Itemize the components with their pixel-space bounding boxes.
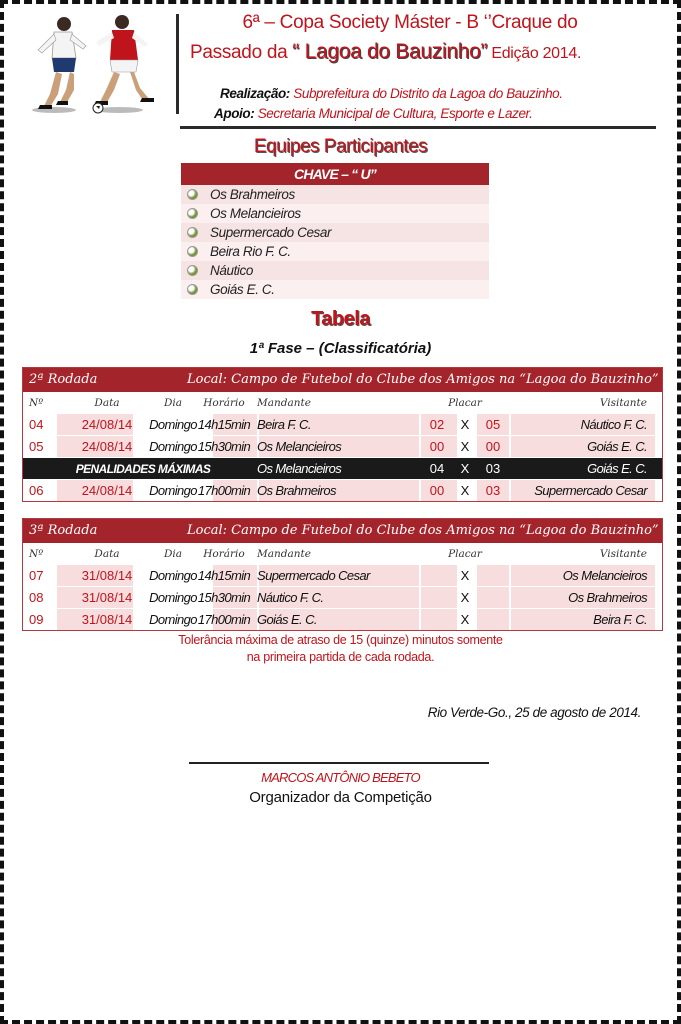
home-score <box>421 587 453 608</box>
team-row <box>181 223 489 242</box>
score-separator: X <box>460 483 470 498</box>
header-rule <box>180 126 656 129</box>
away-team: Beira F. C. <box>593 612 647 627</box>
away-score <box>477 587 509 608</box>
score-separator: X <box>460 568 470 583</box>
realizacao-value: Subprefeitura do Distrito da Lagoa do Bauzinho. <box>289 86 563 101</box>
soccer-ball-icon <box>187 227 198 238</box>
match-time: 14h15min <box>197 417 251 432</box>
match-time: 17h00min <box>197 483 251 498</box>
realizacao-line <box>220 86 563 101</box>
soccer-ball-icon <box>187 246 198 257</box>
home-score: 00 <box>429 439 445 454</box>
away-team: Goiás E. C. <box>587 439 647 454</box>
round-table-2 <box>22 367 663 502</box>
round-header <box>23 368 662 392</box>
match-number: 07 <box>29 568 44 583</box>
realizacao-label: Realização: <box>220 86 290 101</box>
team-row <box>181 280 489 299</box>
match-time: 17h00min <box>197 612 251 627</box>
match-date: 24/08/14 <box>81 439 133 454</box>
home-team: Náutico F. C. <box>257 590 324 605</box>
column-header-row <box>23 392 662 413</box>
column-header-visitante: Visitante <box>599 396 647 409</box>
match-time: 14h15min <box>197 568 251 583</box>
away-score: 05 <box>485 417 501 432</box>
match-row <box>23 479 662 501</box>
signature-name: MARCOS ANTÔNIO BEBETO <box>261 770 420 785</box>
column-header-placar: Placar <box>448 396 482 409</box>
column-header-mandante: Mandante <box>257 396 311 409</box>
title-line-1: 6ª – Copa Society Máster - B ‘’Craque do <box>242 12 578 33</box>
group-label: CHAVE – “ U” <box>181 163 489 185</box>
column-header-horario: Horário <box>203 396 245 409</box>
match-day: Domingo <box>149 483 197 498</box>
away-team: Os Melancieiros <box>562 568 647 583</box>
title-lagoa: “ Lagoa do Bauzinho” <box>292 40 488 63</box>
round-header <box>23 519 662 543</box>
team-name: Supermercado Cesar <box>210 225 332 240</box>
home-team: Os Melancieiros <box>257 461 342 476</box>
apoio-value: Secretaria Municipal de Cultura, Esporte e Lazer. <box>254 106 533 121</box>
penalty-row <box>23 457 662 479</box>
date-line: Rio Verde-Go., 25 de agosto de 2014. <box>427 705 641 720</box>
away-score <box>477 565 509 586</box>
home-score <box>421 565 453 586</box>
home-team: Beira F. C. <box>257 417 311 432</box>
match-number: 06 <box>29 483 44 498</box>
away-team: Náutico F. C. <box>580 417 647 432</box>
match-row <box>23 435 662 457</box>
match-row <box>23 564 662 586</box>
round-local: Local: Campo de Futebol do Clube dos Amigos na “Lagoa do Bauzinho” <box>187 523 659 538</box>
round-local: Local: Campo de Futebol do Clube dos Amigos na “Lagoa do Bauzinho” <box>187 372 659 387</box>
column-header-dia: Dia <box>163 547 183 560</box>
away-team: Goiás E. C. <box>587 461 647 476</box>
match-row <box>23 413 662 435</box>
team-name: Os Brahmeiros <box>210 187 295 202</box>
soccer-players-logo <box>14 10 164 114</box>
match-date: 31/08/14 <box>81 590 133 605</box>
apoio-line <box>214 106 533 121</box>
team-row <box>181 261 489 280</box>
column-header-dia: Dia <box>163 396 183 409</box>
score-separator: X <box>460 590 470 605</box>
soccer-ball-icon <box>187 265 198 276</box>
home-score: 02 <box>429 417 445 432</box>
team-name: Beira Rio F. C. <box>210 244 291 259</box>
match-day: Domingo <box>149 612 197 627</box>
header-divider <box>176 14 179 114</box>
home-score: 04 <box>429 461 445 476</box>
column-header-placar: Placar <box>448 547 482 560</box>
fase-title: 1ª Fase – (Classificatória) <box>249 340 432 357</box>
teams-section-title: Equipes Participantes <box>253 136 428 157</box>
team-name: Goiás E. C. <box>210 282 275 297</box>
round-table-3 <box>22 518 663 631</box>
match-number: 05 <box>29 439 44 454</box>
home-score: 00 <box>429 483 445 498</box>
away-team: Os Brahmeiros <box>568 590 647 605</box>
soccer-ball-icon <box>187 284 198 295</box>
teams-table <box>181 163 489 299</box>
soccer-ball-icon <box>187 189 198 200</box>
tabela-title: Tabela <box>311 308 370 330</box>
score-separator: X <box>460 417 470 432</box>
home-team: Goiás E. C. <box>257 612 317 627</box>
match-number: 09 <box>29 612 44 627</box>
column-header-mandante: Mandante <box>257 547 311 560</box>
home-score <box>421 609 453 630</box>
team-row <box>181 204 489 223</box>
match-date: 24/08/14 <box>81 417 133 432</box>
tolerance-line-2: na primeira partida de cada rodada. <box>246 650 435 664</box>
match-date: 31/08/14 <box>81 568 133 583</box>
team-row <box>181 185 489 204</box>
match-date: 31/08/14 <box>81 612 133 627</box>
match-time: 15h30min <box>197 439 251 454</box>
score-separator: X <box>460 461 470 476</box>
team-name: Os Melancieiros <box>210 206 301 221</box>
apoio-label: Apoio: <box>214 106 255 121</box>
column-header-n: Nº <box>29 547 44 560</box>
title-edition: Edição 2014. <box>487 45 582 62</box>
soccer-ball-icon <box>187 208 198 219</box>
team-row <box>181 242 489 261</box>
match-row <box>23 586 662 608</box>
away-score: 03 <box>485 483 501 498</box>
title-line-2 <box>190 40 650 64</box>
team-name: Náutico <box>210 263 253 278</box>
away-team: Supermercado Cesar <box>534 483 647 498</box>
match-day: Domingo <box>149 417 197 432</box>
title-line-2-pre: Passado da <box>190 42 293 63</box>
score-separator: X <box>460 612 470 627</box>
penalty-label: PENALIDADES MÁXIMAS <box>75 461 211 476</box>
column-header-data: Data <box>94 396 120 409</box>
match-date: 24/08/14 <box>81 483 133 498</box>
column-header-row <box>23 543 662 564</box>
column-header-horario: Horário <box>203 547 245 560</box>
match-day: Domingo <box>149 568 197 583</box>
match-day: Domingo <box>149 590 197 605</box>
match-row <box>23 608 662 630</box>
home-team: Os Melancieiros <box>257 439 342 454</box>
signature-line <box>189 762 489 764</box>
score-separator: X <box>460 439 470 454</box>
signature-role: Organizador da Competição <box>249 789 432 806</box>
tolerance-line-1: Tolerância máxima de atraso de 15 (quinze) minutos somente <box>178 633 503 647</box>
column-header-n: Nº <box>29 396 44 409</box>
match-number: 04 <box>29 417 44 432</box>
away-score: 00 <box>485 439 501 454</box>
away-score <box>477 609 509 630</box>
match-time: 15h30min <box>197 590 251 605</box>
column-header-visitante: Visitante <box>599 547 647 560</box>
match-number: 08 <box>29 590 44 605</box>
away-score: 03 <box>485 461 501 476</box>
column-header-data: Data <box>94 547 120 560</box>
round-name: 3ª Rodada <box>29 523 98 538</box>
home-team: Supermercado Cesar <box>257 568 370 583</box>
round-name: 2ª Rodada <box>29 372 98 387</box>
home-team: Os Brahmeiros <box>257 483 336 498</box>
match-day: Domingo <box>149 439 197 454</box>
